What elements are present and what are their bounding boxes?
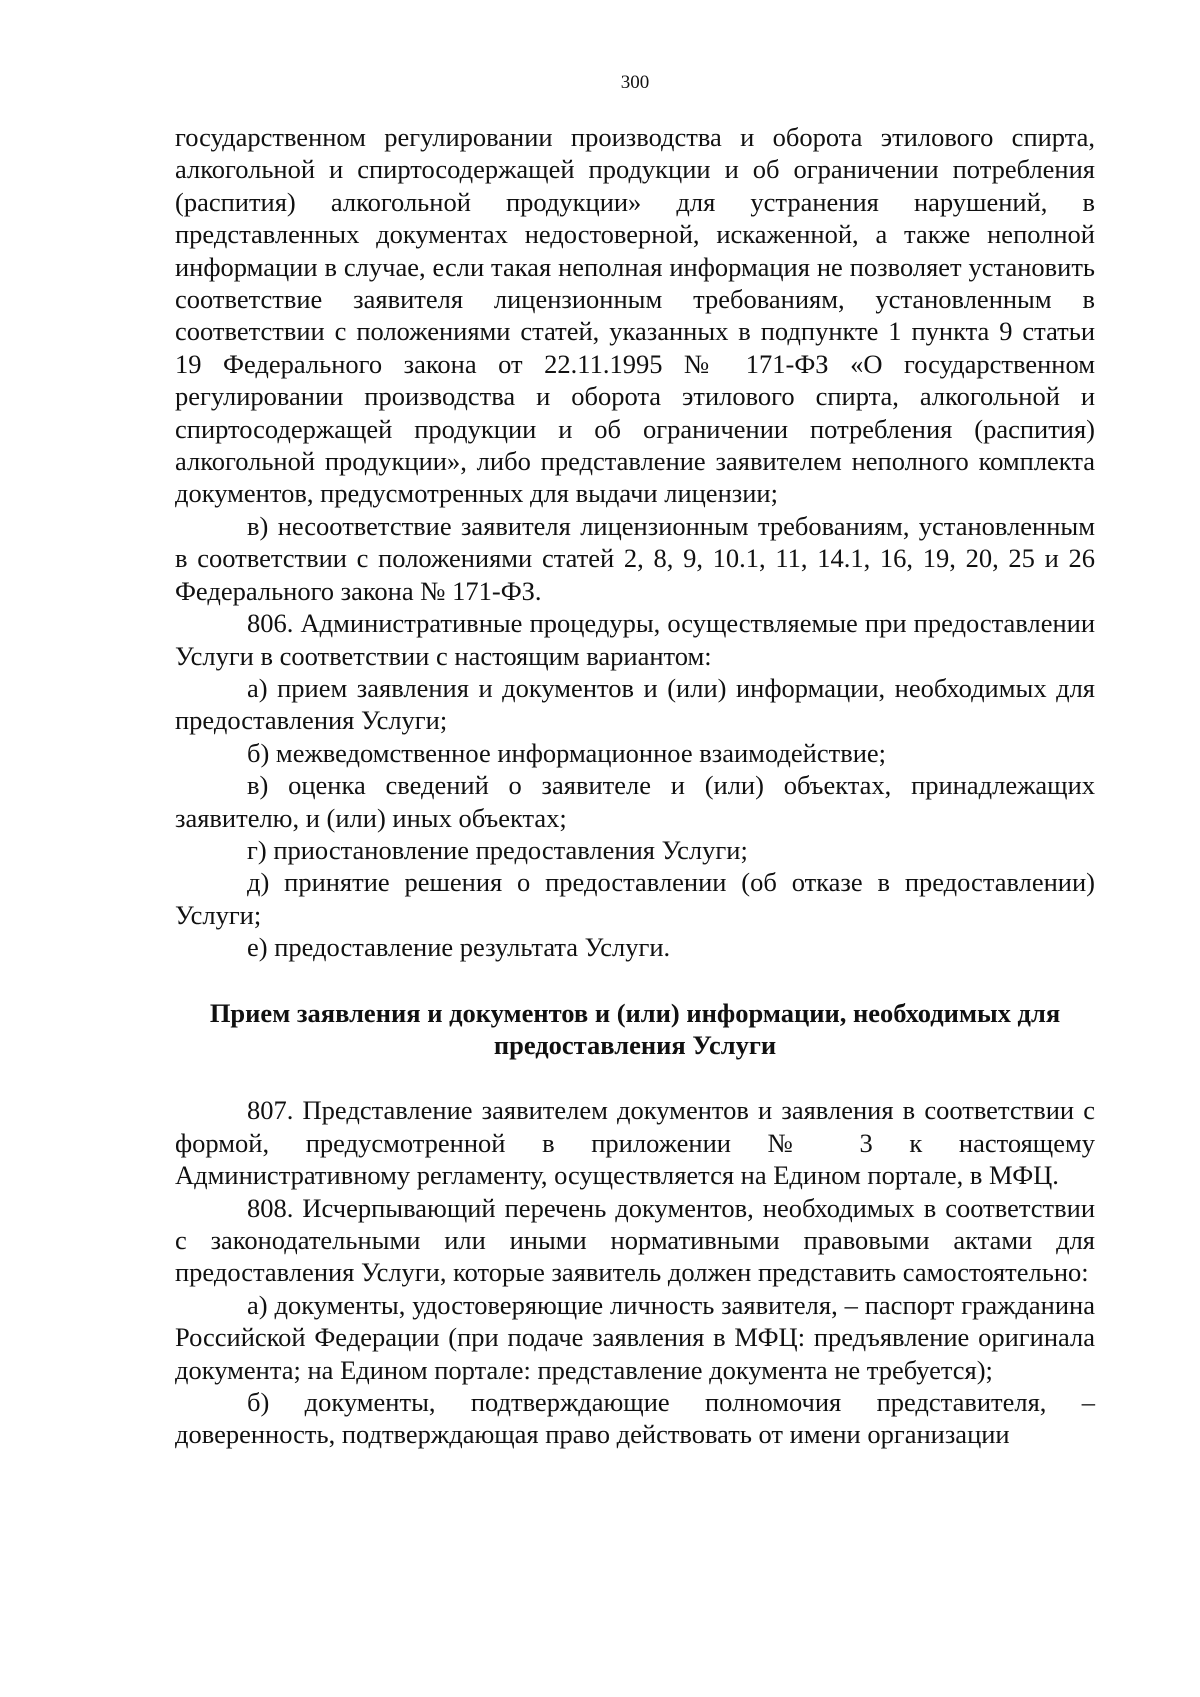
list-item-v: в) оценка сведений о заявителе и (или) объектах, принадлежащих заявителю, и (или) иных объектах; <box>175 770 1095 833</box>
list-item-e: е) предоставление результата Услуги. <box>247 932 671 963</box>
paragraph-continuation: государственном регулировании производства и оборота этилового спирта, алкогольной и спиртосодержащей продукции и об ограничении потребления (распития) алкогольной продукции» для устранения нарушений, в представленных документах недостоверной, искаженной, а также неполной информации в случае, если такая неполная информация не позволяет установить соответствие заявителя лицензионным требованиям, установленным в соответствии с положениями статей, указанных в подпункте 1 пункта 9 статьи 19 Федерального закона от 22.11.1995 № 171-ФЗ «О государственном регулировании производства и оборота этилового спирта, алкогольной и спиртосодержащей продукции и об ограничении потребления (распития) алкогольной продукции», либо представление заявителем неполного комплекта документов, предусмотренных для выдачи лицензии; <box>175 122 1095 509</box>
paragraph-807: 807. Представление заявителем документов и заявления в соответствии с формой, предусмотренной в приложении № 3 к настоящему Административному регламенту, осуществляется на Едином портале, в МФЦ. <box>175 1095 1095 1191</box>
list-item-b: б) межведомственное информационное взаимодействие; <box>247 737 887 768</box>
section-heading-line1: Прием заявления и документов и (или) информации, необходимых для <box>209 997 1061 1028</box>
paragraph-808: 808. Исчерпывающий перечень документов, необходимых в соответствии с законодательными или иными нормативными правовыми актами для предоставления Услуги, которые заявитель должен представить самостоятельно: <box>175 1192 1095 1288</box>
paragraph-806: 806. Административные процедуры, осуществляемые при предоставлении Услуги в соответствии с настоящим вариантом: <box>175 608 1095 671</box>
page-number: 300 <box>620 72 650 93</box>
list-item-g: г) приостановление предоставления Услуги; <box>247 834 748 865</box>
list-item-a-documents: а) документы, удостоверяющие личность заявителя, – паспорт гражданина Российской Федерации (при подаче заявления в МФЦ: предъявление оригинала документа; на Едином портале: представление документа не требуется); <box>175 1289 1095 1385</box>
paragraph-item-v: в) несоответствие заявителя лицензионным требованиям, установленным в соответствии с положениями статей 2, 8, 9, 10.1, 11, 14.1, 16, 19, 20, 25 и 26 Федерального закона № 171-ФЗ. <box>175 510 1095 606</box>
section-heading-line2: предоставления Услуги <box>493 1029 777 1060</box>
document-body <box>175 121 1095 1451</box>
section-heading <box>175 997 1095 1062</box>
list-item-d: д) принятие решения о предоставлении (об отказе в предоставлении) Услуги; <box>175 867 1095 930</box>
list-item-b-documents: б) документы, подтверждающие полномочия представителя, – доверенность, подтверждающая право действовать от имени организации <box>175 1387 1095 1450</box>
list-item-a: а) прием заявления и документов и (или) информации, необходимых для предоставления Услуги; <box>175 672 1095 736</box>
